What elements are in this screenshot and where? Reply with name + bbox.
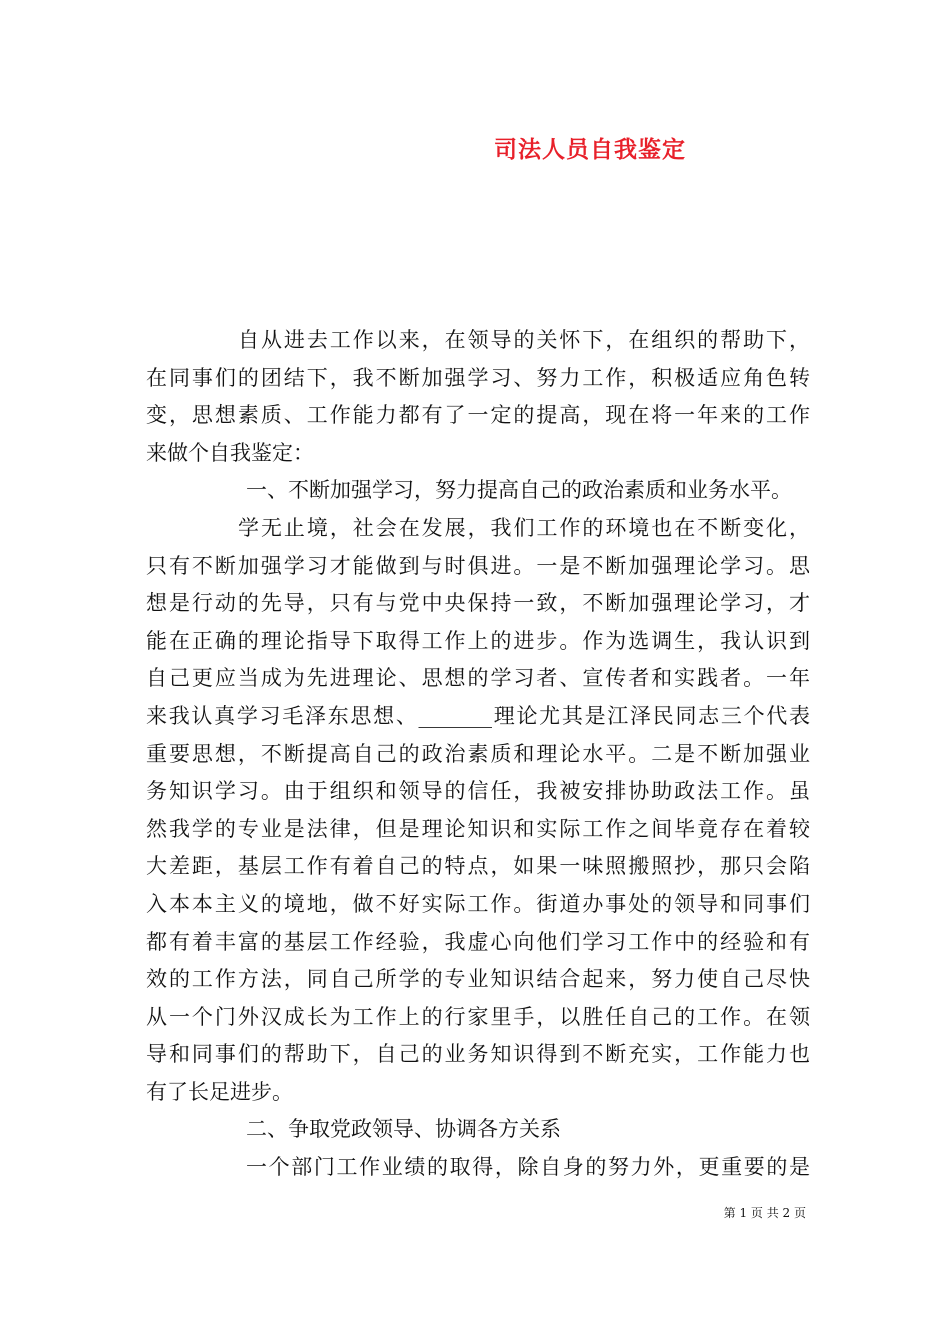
body-line: 导和同事们的帮助下，自己的业务知识得到不断充实，工作能力也 xyxy=(146,1042,810,1067)
body-line: 自从进去工作以来，在领导的关怀下，在组织的帮助下， xyxy=(238,328,810,352)
body-line: 在同事们的团结下，我不断加强学习、努力工作，积极适应角色转 xyxy=(146,365,810,390)
body-line: 有了长足进步。 xyxy=(146,1079,293,1104)
body-line: 效的工作方法，同自己所学的专业知识结合起来，努力使自己尽快 xyxy=(146,967,810,992)
body-line: 然我学的专业是法律，但是理论知识和实际工作之间毕竟存在着较 xyxy=(146,816,810,841)
body-line: 入本本主义的境地，做不好实际工作。街道办事处的领导和同事们 xyxy=(146,891,810,916)
page-title: 司法人员自我鉴定 xyxy=(494,136,686,163)
section-heading-1: 一、不断加强学习，努力提高自己的政治素质和业务水平。 xyxy=(246,478,792,503)
body-line: 变，思想素质、工作能力都有了一定的提高，现在将一年来的工作 xyxy=(146,403,810,428)
body-line: 来我认真学习毛泽东思想、_______理论尤其是江泽民同志三个代表 xyxy=(146,703,810,728)
page-number-footer: 第 1 页 共 2 页 xyxy=(723,1206,806,1220)
body-line: 能在正确的理论指导下取得工作上的进步。作为选调生，我认识到 xyxy=(146,628,810,653)
body-line: 重要思想，不断提高自己的政治素质和理论水平。二是不断加强业 xyxy=(146,741,810,766)
body-line: 大差距，基层工作有着自己的特点，如果一味照搬照抄，那只会陷 xyxy=(146,854,810,879)
document-body xyxy=(146,322,810,1187)
body-line: 从一个门外汉成长为工作上的行家里手，以胜任自己的工作。在领 xyxy=(146,1004,810,1029)
body-line: 学无止境，社会在发展，我们工作的环境也在不断变化， xyxy=(238,515,810,540)
section-heading-2: 二、争取党政领导、协调各方关系 xyxy=(246,1117,561,1142)
body-line: 务知识学习。由于组织和领导的信任，我被安排协助政法工作。虽 xyxy=(146,779,810,804)
body-line: 都有着丰富的基层工作经验，我虚心向他们学习工作中的经验和有 xyxy=(146,929,810,954)
body-line: 来做个自我鉴定： xyxy=(146,440,314,465)
body-line: 只有不断加强学习才能做到与时俱进。一是不断加强理论学习。思 xyxy=(146,553,810,578)
body-line: 想是行动的先导，只有与党中央保持一致，不断加强理论学习，才 xyxy=(146,591,810,616)
body-line: 自己更应当成为先进理论、思想的学习者、宣传者和实践者。一年 xyxy=(146,666,810,691)
body-line: 一个部门工作业绩的取得，除自身的努力外，更重要的是 xyxy=(246,1155,810,1180)
